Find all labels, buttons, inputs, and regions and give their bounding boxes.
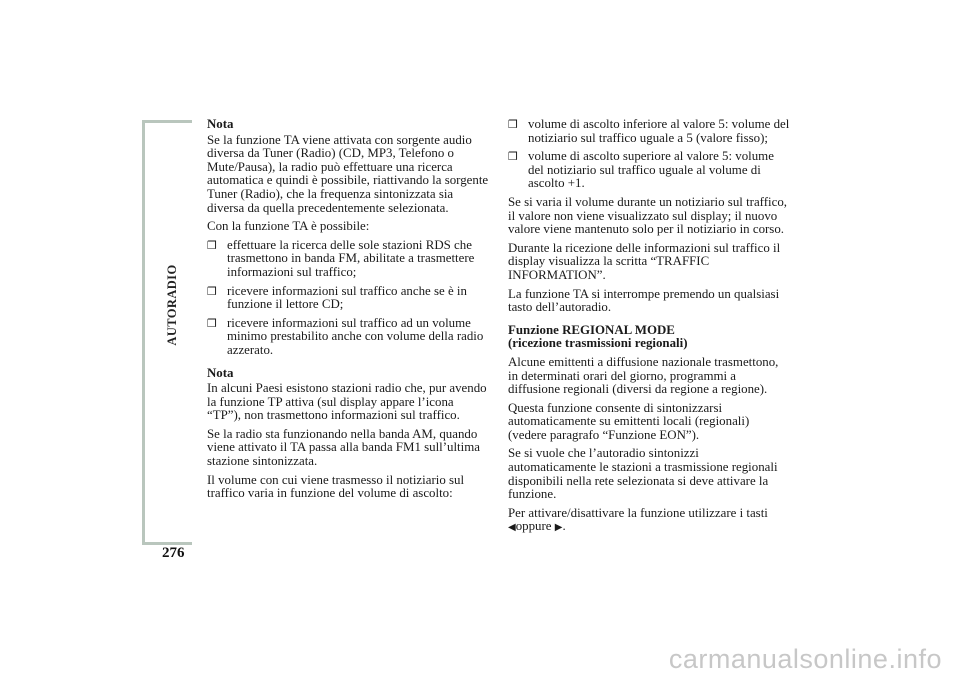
- interrupt-text: La funzione TA si interrompe premendo un qualsiasi tasto dell’autoradio.: [508, 286, 780, 315]
- volume-bullet: [508, 150, 790, 191]
- volume-bullet: [508, 118, 790, 145]
- checkbox-icon: ❒: [207, 316, 217, 330]
- left-arrow-icon: ◀: [508, 522, 516, 534]
- ta-intro: Con la funzione TA è possibile:: [207, 219, 370, 234]
- left-column: [207, 118, 489, 506]
- right-arrow-icon: ▶: [554, 522, 563, 534]
- ta-bullet: [207, 239, 489, 280]
- side-rule-corner: [142, 120, 192, 123]
- am-text: Se la radio sta funzionando nella banda AM, quando viene attivato il TA passa alla banda FM1 sull’ultima stazione sintonizzata.: [207, 426, 480, 469]
- regional-text-1: Alcune emittenti a diffusione nazionale trasmettono, in determinati orari del giorno, programmi a diffusione regionali (diversi da regione a regione).: [508, 354, 779, 397]
- ta-bullet-text: ricevere informazioni sul traffico anche se è in funzione il lettore CD;: [227, 283, 467, 312]
- toggle-text-end: .: [562, 519, 566, 534]
- regional-title: [508, 324, 790, 351]
- toggle-text-or: oppure: [515, 519, 552, 534]
- volume-bullet-text: volume di ascolto superiore al valore 5: volume del notiziario sul traffico uguale al volume di ascolto +1.: [528, 149, 774, 191]
- regional-text-3: Se si vuole che l’autoradio sintonizzi automaticamente le stazioni a trasmissione regionali disponibili nella rete selezionata si deve attivare la funzione.: [508, 446, 778, 502]
- page-number: 276: [162, 545, 185, 561]
- ta-bullet: [207, 285, 489, 312]
- ta-bullet: [207, 317, 489, 358]
- vary-text: Se si varia il volume durante un notiziario sul traffico, il valore non viene visualizzato sul display; il nuovo valore viene mantenuto solo per il notiziario in corso.: [508, 194, 787, 237]
- toggle-text-prefix: Per attivare/disattivare la funzione utilizzare i tasti: [508, 505, 768, 520]
- regional-text-2: Questa funzione consente di sintonizzarsi automaticamente su emittenti locali (regionali) (vedere paragrafo “Funzione EON”).: [508, 400, 750, 442]
- section-label: AUTORADIO: [165, 264, 179, 346]
- side-rule: [142, 120, 145, 545]
- note2-text: In alcuni Paesi esistono stazioni radio che, pur avendo la funzione TP attiva (sul display appare l’icona “TP”), non trasmettono informazioni sul traffico.: [207, 381, 487, 423]
- regional-title-line1: Funzione REGIONAL MODE: [508, 322, 675, 337]
- volume-bullet-text: volume di ascolto inferiore al valore 5: volume del notiziario sul traffico uguale a 5 (valore fisso);: [528, 117, 790, 145]
- volume-text: Il volume con cui viene trasmesso il notiziario sul traffico varia in funzione del volume di ascolto:: [207, 472, 465, 501]
- checkbox-icon: ❒: [207, 284, 217, 298]
- note1-text: Se la funzione TA viene attivata con sorgente audio diversa da Tuner (Radio) (CD, MP3, Telefono o Mute/Pausa), la radio può effettuare una ricerca automatica e quindi è possibile, riattivando la sorgente Tuner (Radio), che la frequenza sintonizzata sia diversa da quella precedentemente selezionata.: [207, 132, 489, 215]
- regional-title-line2: (ricezione trasmissioni regionali): [508, 336, 688, 351]
- ta-bullet-text: ricevere informazioni sul traffico ad un volume minimo prestabilito anche con volume della radio azzerato.: [227, 315, 484, 357]
- display-text: Durante la ricezione delle informazioni sul traffico il display visualizza la scritta “TRAFFIC INFORMATION”.: [508, 240, 781, 282]
- note2-title: Nota: [207, 365, 234, 380]
- toggle-text: [508, 507, 790, 535]
- right-column: [508, 118, 790, 540]
- checkbox-icon: ❒: [508, 150, 518, 164]
- note1-title: Nota: [207, 117, 234, 131]
- checkbox-icon: ❒: [207, 238, 217, 252]
- ta-bullet-text: effettuare la ricerca delle sole stazioni RDS che trasmettono in banda FM, abilitate a trasmettere informazioni sul traffico;: [227, 237, 475, 279]
- watermark: carmanualsonline.info: [668, 644, 942, 674]
- checkbox-icon: ❒: [508, 118, 518, 131]
